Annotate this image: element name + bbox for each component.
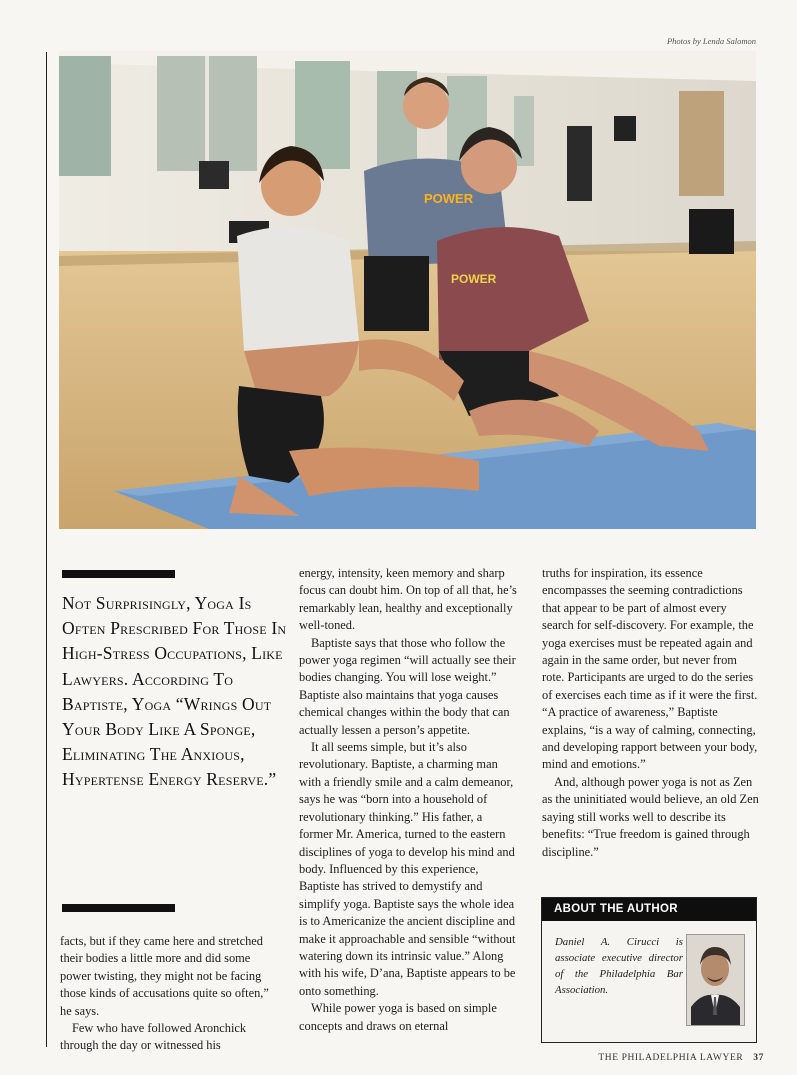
author-portrait-illustration (687, 935, 744, 1025)
about-the-author-box (541, 897, 757, 1043)
author-portrait (686, 934, 745, 1026)
column-rule (46, 52, 47, 1047)
pullquote-bar-bottom (62, 904, 175, 912)
paragraph: And, although power yoga is not as Zen as the uninitiated would believe, an old Zen saying still works well to describe its benefits: “True freedom is gained through discipline.” (542, 774, 759, 859)
page-number: 37 (753, 1053, 764, 1063)
paragraph: Baptiste says that those who follow the power yoga regimen “will actually see their bodies changing. You will lose weight.” Baptiste also maintains that yoga causes chemical changes within the body that can actually lessen a person’s appetite. (299, 635, 516, 737)
paragraph: It all seems simple, but it’s also revolutionary. Baptiste, a charming man with a friendly smile and a calm demeanor, says he was “born into a household of revolutionary thinking.” His father, a former Mr. America, turned to the eastern disciplines of yoga to develop his mind and body. Influenced by this experience, Baptiste has strived to demystify and simplify yoga. Baptiste says the whole idea is to Americanize the ancient discipline and make it approachable and sensible “without watering down its intrinsic value.” Along with his wife, D’ana, Baptiste appears to be onto something. (299, 740, 516, 998)
shirt-logo-text: POWER (424, 191, 474, 206)
pullquote: Not Surprisingly, Yoga Is Often Prescribed For Those In High-Stress Occupations, Like Lawyers. According To Baptiste, Yoga “Wrings Out Your Body Like A Sponge, Eliminating The Anxious, Hypertense Energy Reserve.” (62, 593, 287, 790)
paragraph: truths for inspiration, its essence encompasses the seeming contradictions that appear to be part of almost every search for self-discovery. For example, the yoga exercises must be repeated again and again in the same order, but never from rote. Participants are urged to do the series of exercises each time as if it were the first. “A practice of awareness,” Baptiste explains, “is a way of calming, connecting, and developing rapport between your body, mind and emotions.” (542, 566, 758, 772)
author-bio: Daniel A. Cirucci is associate executive director of the Philadelphia Bar Association. (555, 936, 683, 996)
paragraph: While power yoga is based on simple concepts and draws on eternal (299, 1001, 497, 1033)
paragraph: Few who have followed Aronchick through the day or witnessed his (60, 1021, 247, 1053)
paragraph: energy, intensity, keen memory and sharp focus can doubt him. On top of all that, he’s remarkably lean, healthy and exceptionally well-toned. (299, 566, 517, 633)
yoga-photo-illustration (59, 51, 756, 529)
column-1-text (60, 933, 275, 1055)
paragraph: facts, but if they came here and stretched their bodies a little more and did some power twisting, they might not be facing those kinds of accusations quite so often,” he says. (60, 934, 269, 1018)
shirt-logo-text-2: POWER (451, 272, 497, 286)
column-3-text (542, 565, 760, 861)
photo-credit: Photos by Lenda Salomon (666, 36, 756, 46)
column-2-text (299, 565, 519, 1035)
publication-name: THE PHILADELPHIA LAWYER (598, 1053, 744, 1063)
page-footer (598, 1053, 764, 1063)
pullquote-bar-top (62, 570, 175, 578)
about-the-author-heading: ABOUT THE AUTHOR (542, 898, 756, 921)
yoga-photo (59, 51, 756, 529)
